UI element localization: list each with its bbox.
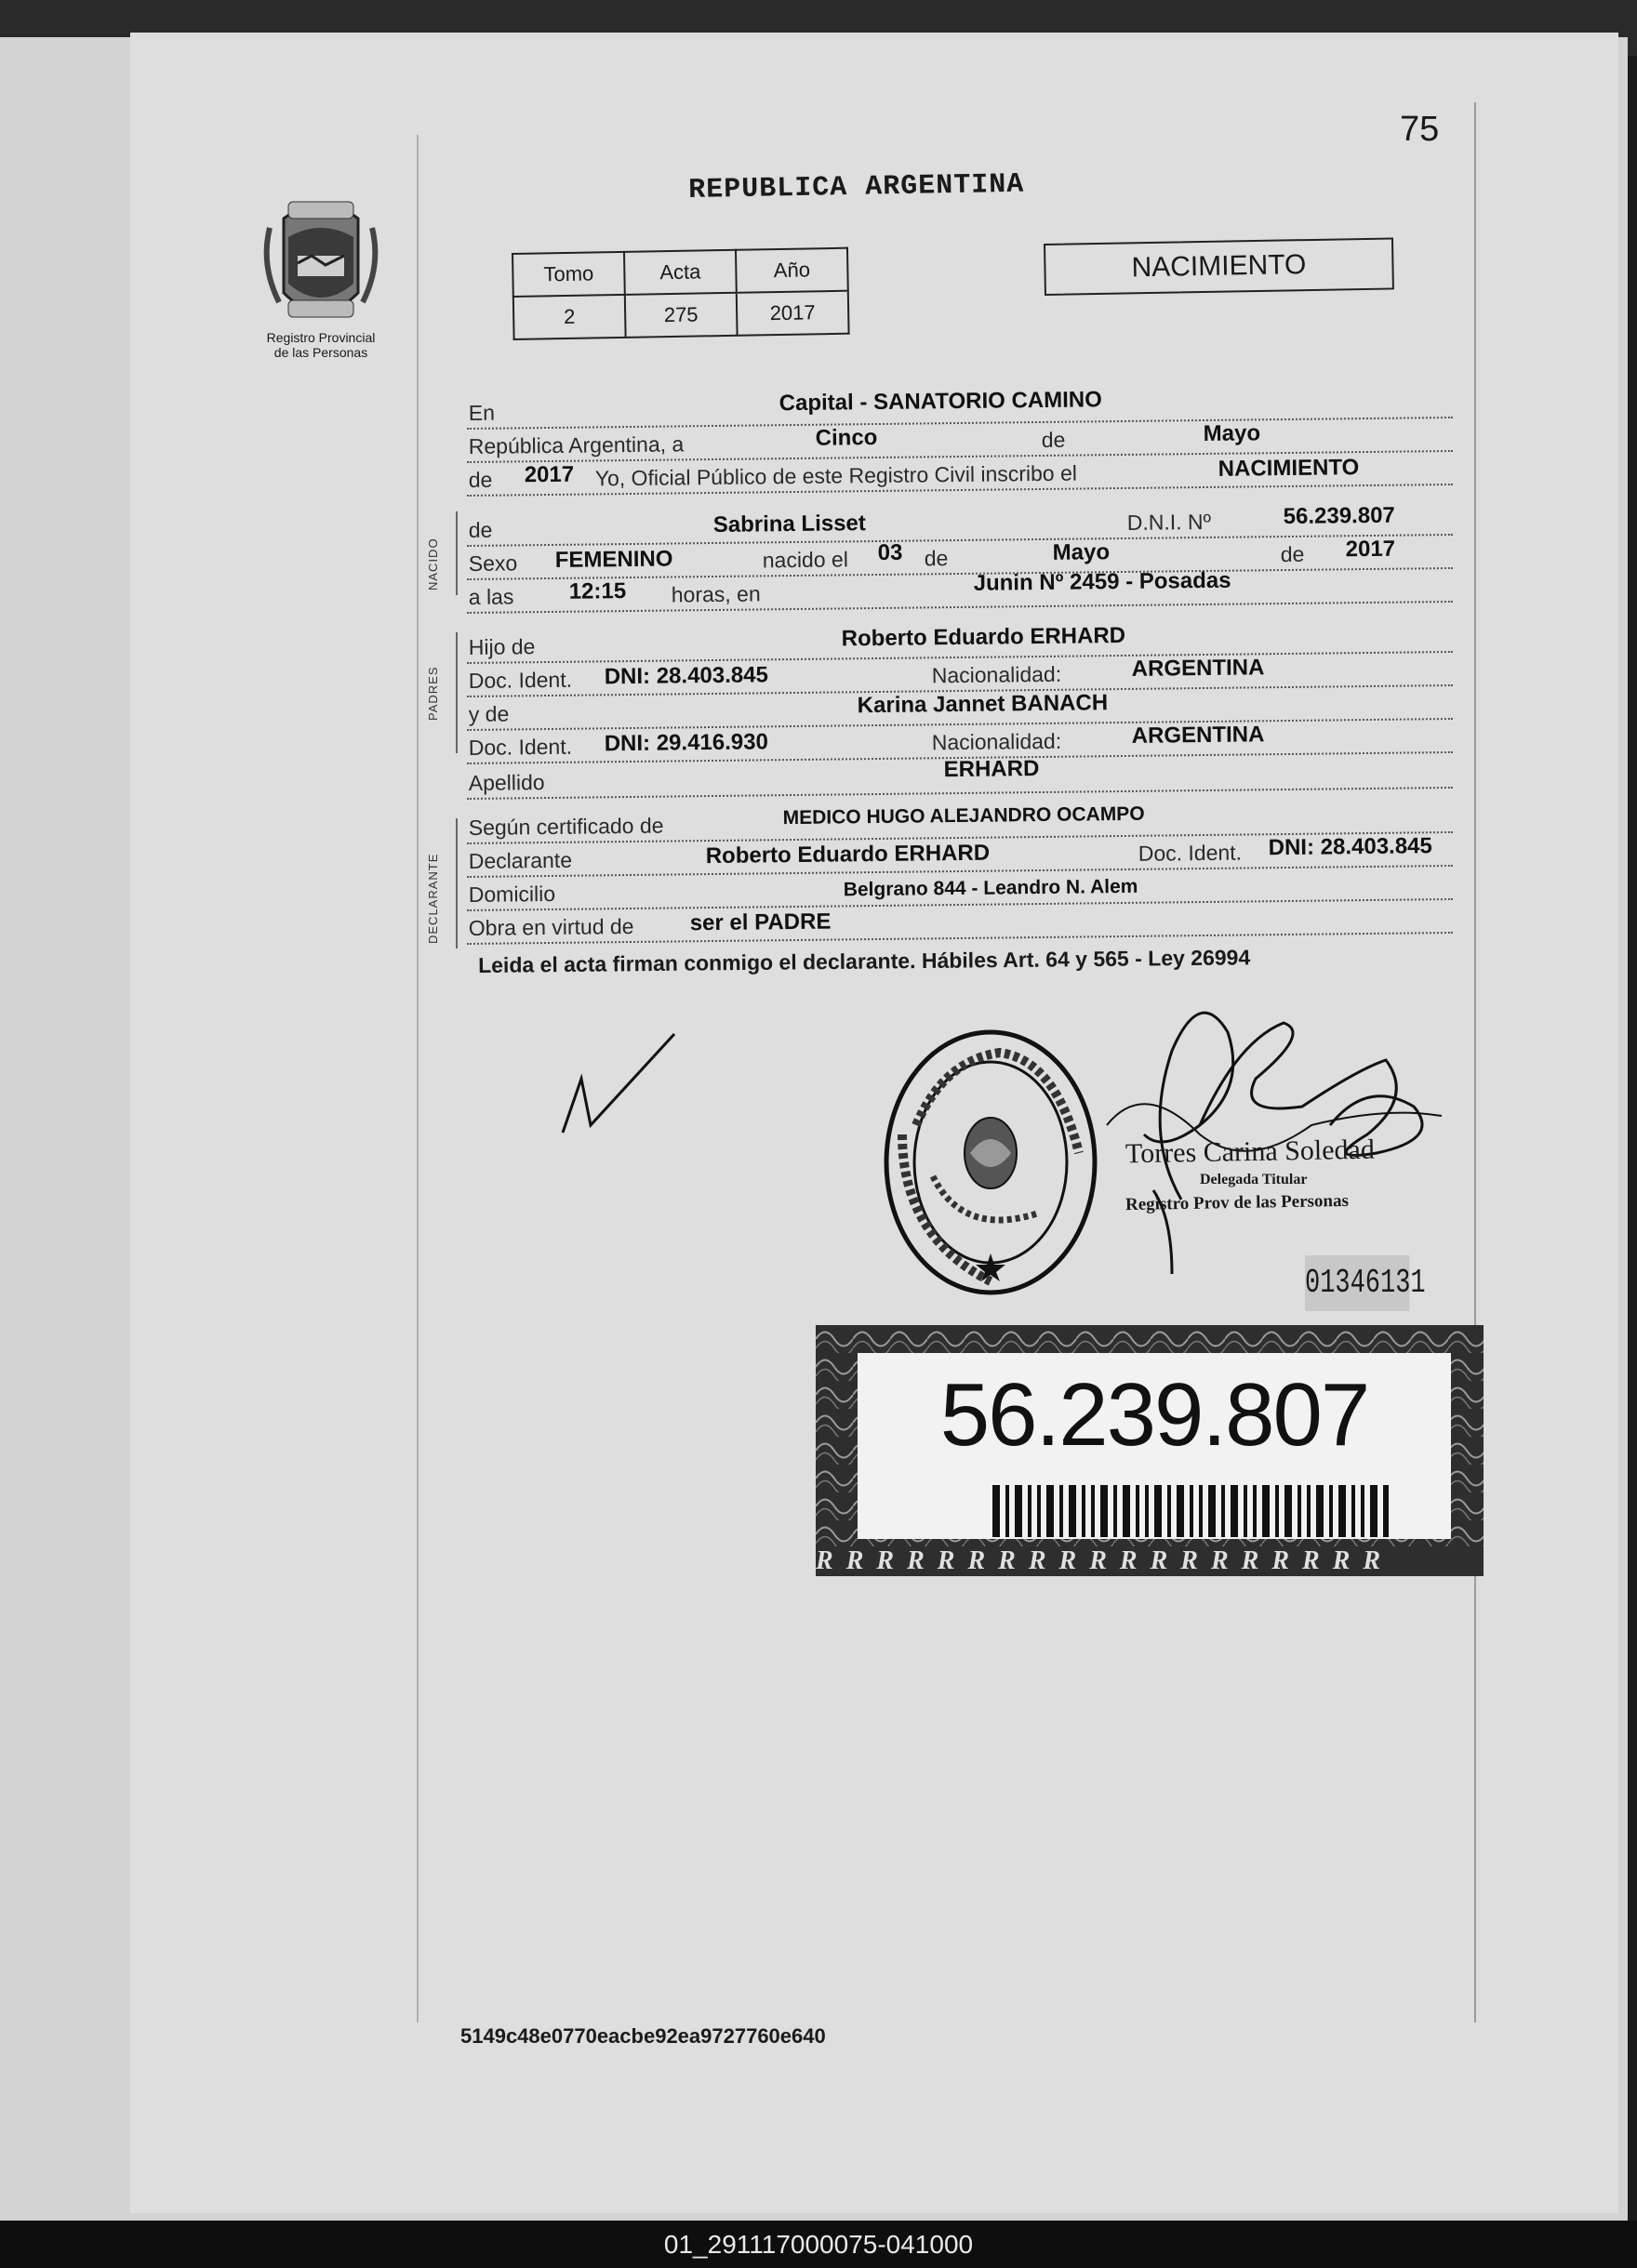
label-horas: horas, en	[671, 581, 761, 607]
sticker-id-panel	[858, 1353, 1451, 1539]
scan-file-id: 01_291117000075-041000	[663, 2230, 974, 2259]
value-certificate: MEDICO HUGO ALEJANDRO OCAMPO	[782, 802, 1145, 829]
strip-letter: R	[1363, 1546, 1394, 1575]
barcode-icon	[992, 1485, 1392, 1537]
handwritten-signature	[1088, 967, 1460, 1283]
label-de-birth-year: de	[1280, 541, 1305, 567]
registry-caption-line1: Registro Provincial	[266, 330, 376, 345]
value-father-name: Roberto Eduardo ERHARD	[841, 622, 1126, 652]
label-de-year: de	[468, 467, 493, 492]
label-doc-father: Doc. Ident.	[468, 667, 573, 693]
signer-name: Torres Carina Soledad	[1125, 1134, 1376, 1170]
label-segun: Según certificado de	[468, 813, 664, 840]
reference-header-acta: Acta	[624, 250, 737, 295]
value-father-nationality: ARGENTINA	[1131, 655, 1265, 682]
strip-letter: R	[1210, 1546, 1242, 1575]
label-doc-mother: Doc. Ident.	[468, 734, 573, 760]
side-label-parents: PADRES	[426, 666, 440, 721]
value-birth-month: Mayo	[1052, 539, 1111, 565]
strip-letter: R	[1271, 1546, 1302, 1575]
reference-header-ano: Año	[736, 248, 848, 293]
label-y-de: y de	[468, 701, 510, 726]
strip-letter: R	[1119, 1546, 1151, 1575]
strip-letter: R	[998, 1546, 1029, 1575]
strip-letter: R	[937, 1546, 968, 1575]
side-label-declarant: DECLARANTE	[426, 853, 440, 944]
value-month: Mayo	[1203, 420, 1261, 447]
value-capacity: ser el PADRE	[689, 909, 832, 936]
value-declarant-doc: DNI: 28.403.845	[1268, 833, 1432, 861]
sticker-id-number: 56.239.807	[939, 1365, 1369, 1465]
registry-seal-icon	[879, 1023, 1102, 1302]
strip-letter: R	[1028, 1546, 1059, 1575]
value-mother-doc: DNI: 29.416.930	[604, 729, 769, 757]
value-sex: FEMENINO	[554, 546, 673, 573]
official-initials-mark	[549, 1023, 688, 1144]
strip-letter: R	[1089, 1546, 1120, 1575]
strip-letter: R	[967, 1546, 999, 1575]
label-de-birth-month: de	[924, 546, 949, 571]
reference-value-acta: 275	[625, 293, 738, 338]
value-declarant-name: Roberto Eduardo ERHARD	[705, 840, 991, 869]
value-birth-place: Junin Nº 2459 - Posadas	[973, 567, 1231, 596]
label-de-child: de	[468, 517, 493, 542]
value-birth-year: 2017	[1345, 536, 1396, 563]
label-nationality-father: Nacionalidad:	[931, 661, 1062, 688]
label-republica: República Argentina, a	[468, 431, 685, 458]
label-apellido: Apellido	[468, 770, 545, 795]
strip-letter: R	[1332, 1546, 1364, 1575]
value-child-name: Sabrina Lisset	[712, 511, 866, 537]
registry-caption-line2: de las Personas	[273, 345, 368, 360]
value-father-doc: DNI: 28.403.845	[604, 662, 769, 690]
label-domicilio: Domicilio	[468, 881, 556, 907]
strip-letter: R	[876, 1546, 908, 1575]
document-title: REPUBLICA ARGENTINA	[688, 168, 1025, 206]
strip-letter: R	[1302, 1546, 1333, 1575]
closing-statement: Leida el acta firman conmigo el declarante. Hábiles Art. 64 y 565 - Ley 26994	[478, 945, 1251, 977]
strip-letter: R	[1058, 1546, 1090, 1575]
label-en: En	[468, 400, 496, 425]
value-birth-time: 12:15	[568, 578, 627, 604]
value-day-words: Cinco	[815, 424, 878, 451]
label-hijo-de: Hijo de	[468, 634, 536, 659]
strip-letter: R	[907, 1546, 938, 1575]
value-year: 2017	[524, 461, 575, 488]
value-birth-day: 03	[877, 539, 903, 565]
value-act-type: NACIMIENTO	[1218, 455, 1360, 482]
reference-header-tomo: Tomo	[512, 252, 625, 297]
side-label-born: NACIDO	[426, 537, 440, 590]
label-declarante: Declarante	[468, 847, 573, 873]
strip-letter: R	[816, 1546, 846, 1575]
signer-title: Delegada Titular	[1200, 1172, 1308, 1187]
label-nacido: nacido el	[762, 547, 848, 573]
label-nationality-mother: Nacionalidad:	[931, 728, 1062, 755]
label-de: de	[1041, 427, 1066, 452]
label-obra: Obra en virtud de	[468, 913, 634, 940]
sticker-security-strip	[816, 1546, 1484, 1576]
signer-office: Registro Prov de las Personas	[1125, 1190, 1350, 1215]
label-doc-declarant: Doc. Ident.	[1138, 840, 1243, 866]
value-mother-name: Karina Jannet BANACH	[857, 690, 1109, 719]
value-mother-nationality: ARGENTINA	[1131, 722, 1265, 749]
label-dni: D.N.I. Nº	[1126, 509, 1212, 535]
serial-number-stamp: 01346131	[1305, 1255, 1410, 1311]
record-type-box: NACIMIENTO	[1044, 237, 1394, 296]
document-hash: 5149c48e0770eacbe92ea9727760e640	[460, 2024, 826, 2048]
page-number: 75	[1400, 110, 1440, 149]
security-sticker	[816, 1325, 1484, 1576]
label-sexo: Sexo	[468, 550, 518, 576]
value-address: Belgrano 844 - Leandro N. Alem	[843, 875, 1138, 901]
label-a-las: a las	[468, 584, 514, 609]
value-place: Capital - SANATORIO CAMINO	[779, 387, 1102, 417]
value-surname: ERHARD	[943, 756, 1040, 783]
value-child-dni: 56.239.807	[1283, 502, 1395, 530]
strip-letter: R	[1150, 1546, 1181, 1575]
official-statement: Yo, Oficial Público de este Registro Civil inscribo el	[594, 460, 1078, 491]
reference-value-tomo: 2	[513, 295, 626, 339]
strip-letter: R	[845, 1546, 877, 1575]
strip-letter: R	[1180, 1546, 1211, 1575]
strip-letter: R	[1241, 1546, 1272, 1575]
reference-value-ano: 2017	[737, 291, 849, 336]
